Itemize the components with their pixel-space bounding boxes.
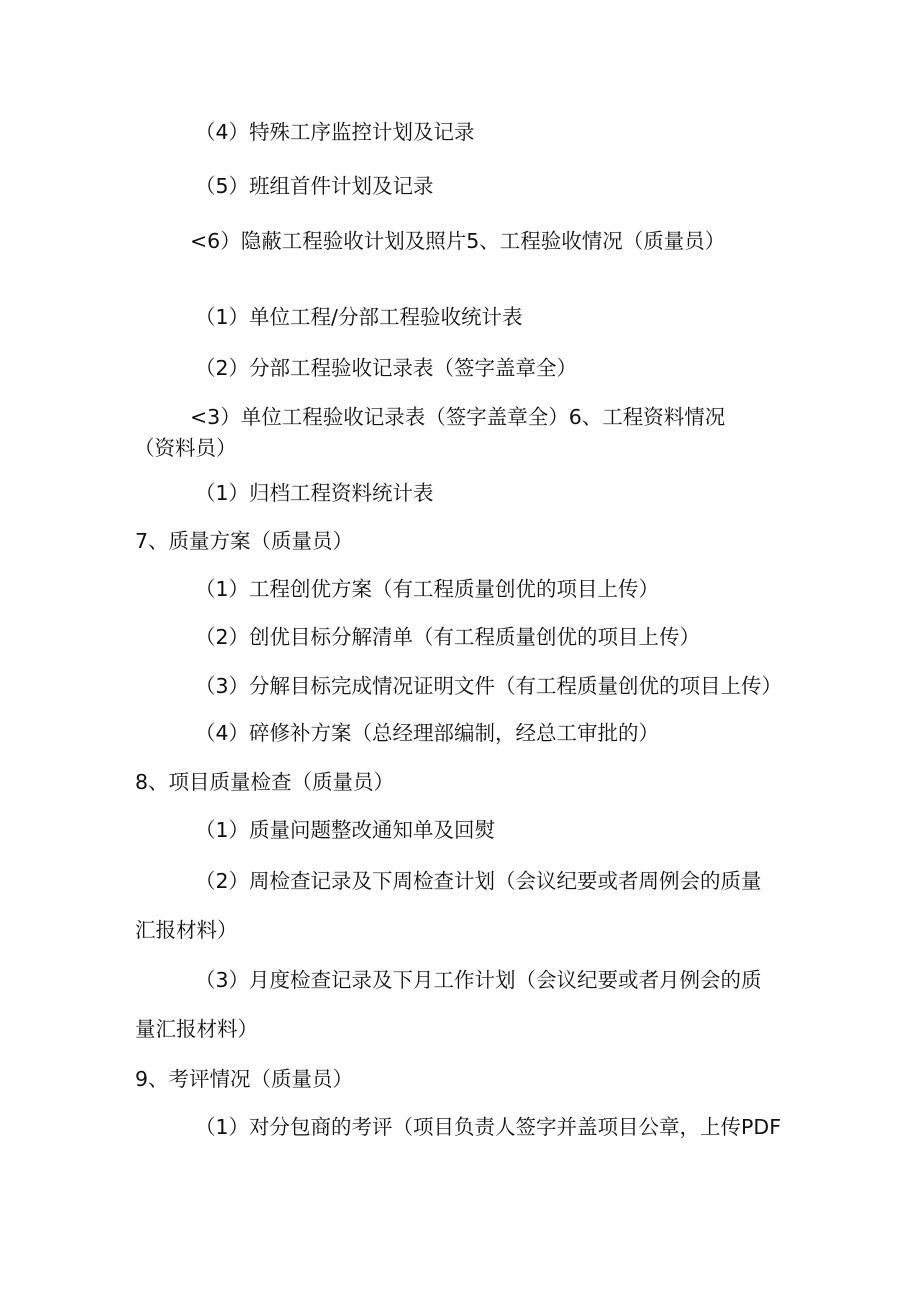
item-1-unit-project-stats: （1）单位工程/分部工程验收统计表 [195,305,523,329]
item-3-completion-proof: （3）分解目标完成情况证明文件（有工程质量创优的项目上传） [195,674,783,698]
item-1-subcontractor-evaluation: （1）对分包商的考评（项目负责人签字并盖项目公章，上传PDF [195,1115,781,1139]
section-9-heading: 9、考评情况（质量员） [135,1067,354,1091]
item-4-special-process: （4）特殊工序监控计划及记录 [195,120,475,144]
section-8-heading: 8、项目质量检查（质量员） [135,770,395,794]
item-4-repair-plan: （4）碎修补方案（总经理部编制，经总工审批的） [195,721,660,745]
item-1-excellence-plan: （1）工程创优方案（有工程质量创优的项目上传） [195,577,660,601]
item-5-team-first-piece: （5）班组首件计划及记录 [195,174,434,198]
item-1-archive-stats: （1）归档工程资料统计表 [195,481,434,505]
item-2-target-breakdown: （2）创优目标分解清单（有工程质量创优的项目上传） [195,625,701,649]
item-1-rectification-notice: （1）质量问题整改通知单及回熨 [195,818,496,842]
item-3-monthly-continuation: 量汇报材料） [135,1017,258,1041]
section-7-heading: 7、质量方案（质量员） [135,529,354,553]
item-3-continuation: （资料员） [134,436,237,460]
item-2-sub-project-record: （2）分部工程验收记录表（签字盖章全） [195,356,578,380]
item-2-weekly-inspection: （2）周检查记录及下周检查计划（会议纪要或者周例会的质量 [195,869,762,893]
item-6-concealed-works: <6）隐蔽工程验收计划及照片5、工程验收情况（质量员） [190,229,726,253]
item-2-continuation: 汇报材料） [135,918,238,942]
item-3-monthly-inspection: （3）月度检查记录及下月工作计划（会议纪要或者月例会的质 [195,968,762,992]
item-3-unit-project-record: <3）单位工程验收记录表（签字盖章全）6、工程资料情况 [190,405,726,429]
